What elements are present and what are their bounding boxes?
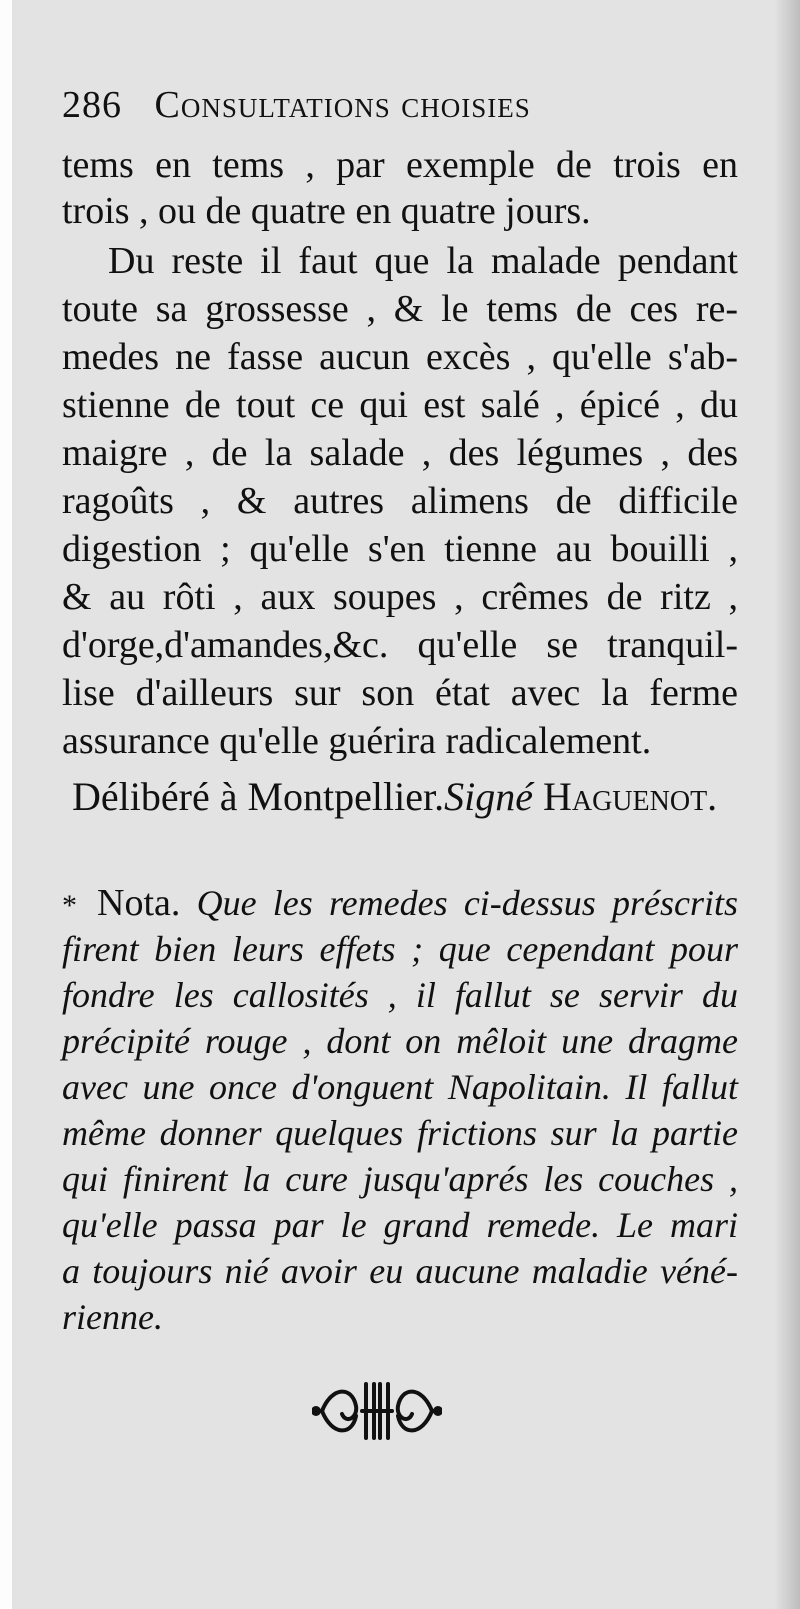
body-line: ragoûts , & autres alimens de difficile	[62, 480, 738, 522]
body-line: maigre , de la salade , des légumes , des	[62, 432, 738, 474]
body-line: stienne de tout ce qui est salé , épicé , du	[62, 384, 738, 426]
note-line: même donner quelques frictions sur la partie	[62, 1113, 738, 1153]
body-line: medes ne fasse aucun excès , qu'elle s'ab-	[62, 336, 738, 378]
page-right-edge-shadow	[774, 0, 800, 1609]
signature-line	[72, 774, 732, 820]
note-first-line	[62, 880, 738, 929]
paragraph-start-line: Du reste il faut que la malade pendant	[108, 240, 738, 282]
body-line: assurance qu'elle guérira radicalement.	[62, 720, 652, 762]
note-line: firent bien leurs effets ; que cependant pour	[62, 929, 738, 969]
note-mark: *	[62, 889, 77, 922]
signature-signed-word: Signé	[444, 774, 533, 819]
body-line: & au rôti , aux soupes , crêmes de ritz ,	[62, 576, 738, 618]
note-line: fondre les callosités , il fallut se servir du	[62, 975, 738, 1015]
signature-place: Délibéré à Montpellier.	[72, 774, 445, 819]
printer-fleuron-ornament-icon	[312, 1376, 442, 1446]
body-line: toute sa grossesse , & le tems de ces re-	[62, 288, 738, 330]
note-line: qu'elle passa par le grand remede. Le mari	[62, 1205, 738, 1245]
running-head: Consultations choisies	[154, 84, 531, 126]
note-line: a toujours nié avoir eu aucune maladie véné-	[62, 1251, 738, 1291]
note-line: précipité rouge , dont on mêloit une dragme	[62, 1021, 738, 1061]
note-line: rienne.	[62, 1297, 163, 1337]
signature-name: Haguenot.	[542, 774, 718, 819]
page-header	[62, 82, 738, 128]
note-text: Que les remedes ci-dessus préscrits	[196, 883, 739, 923]
page-number: 286	[62, 84, 122, 126]
note-label: Nota.	[97, 882, 181, 924]
body-line: d'orge,d'amandes,&c. qu'elle se tranquil-	[62, 624, 738, 666]
note-line: avec une once d'onguent Napolitain. Il fallut	[62, 1067, 738, 1107]
body-line: trois , ou de quatre en quatre jours.	[62, 190, 591, 232]
note-line: qui finirent la cure jusqu'aprés les couches ,	[62, 1159, 738, 1199]
body-line: lise d'ailleurs sur son état avec la ferme	[62, 672, 738, 714]
page-left-edge	[0, 0, 12, 1609]
body-line: tems en tems , par exemple de trois en	[62, 144, 738, 186]
body-line: digestion ; qu'elle s'en tienne au bouilli ,	[62, 528, 738, 570]
